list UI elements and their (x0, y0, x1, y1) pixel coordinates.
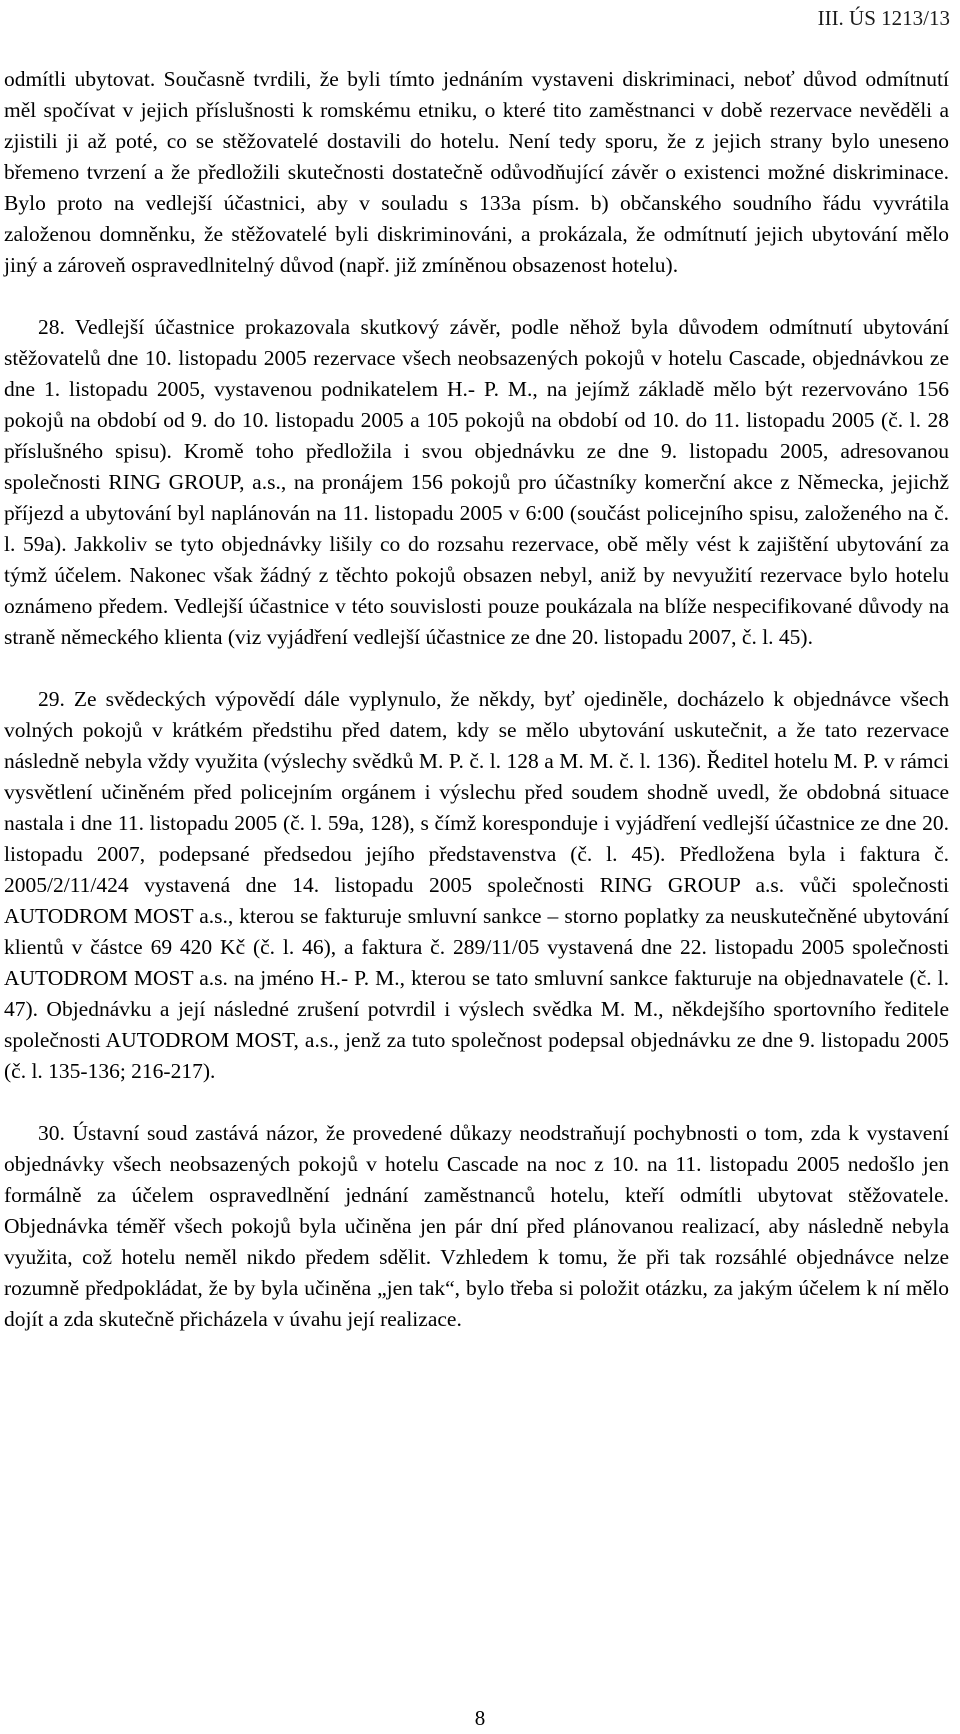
paragraph-text: Vedlejší účastnice prokazovala skutkový závěr, podle něhož byla důvodem odmítnutí ubytování stěžovatelů dne 10. listopadu 2005 rezervace všech neobsazených pokojů v hotelu Cascade, objednávkou ze dne 1. listopadu 2005, vystavenou podnikatelem H.- P. M., na jejímž základě mělo být rezervováno 156 pokojů na období od 9. do 10. listopadu 2005 a 105 pokojů na období od 10. do 11. listopadu 2005 (č. l. 28 příslušného spisu). Kromě toho předložila i svou objednávku ze dne 9. listopadu 2005, adresovanou společnosti RING GROUP, a.s., na pronájem 156 pokojů pro účastníky komerční akce z Německa, jejichž příjezd a ubytování byl naplánován na 11. listopadu 2005 v 6:00 (součást policejního spisu, založeného na č. l. 59a). Jakkoliv se tyto objednávky lišily co do rozsahu rezervace, obě měly vést k zajištění ubytování za týmž účelem. Nakonec však žádný z těchto pokojů obsazen nebyl, aniž by nevyužití rezervace bylo hotelu oznámeno předem. Vedlejší účastnice v této souvislosti pouze poukázala na blíže nespecifikované důvody na straně německého klienta (viz vyjádření vedlejší účastnice ze dne 20. listopadu 2007, č. l. 45). (4, 315, 949, 649)
paragraph-text: odmítli ubytovat. Současně tvrdili, že byli tímto jednáním vystaveni diskriminaci, neboť důvod odmítnutí měl spočívat v jejich příslušnosti k romskému etniku, o které tito zaměstnanci v době rezervace nevěděli a zjistili ji až poté, co se stěžovatelé dostavili do hotelu. Není tedy sporu, že z jejich strany bylo uneseno břemeno tvrzení a že předložili skutečnosti dostatečně odůvodňující závěr o existenci možné diskriminace. Bylo proto na vedlejší účastnici, aby v souladu s 133a písm. b) občanského soudního řádu vyvrátila založenou domněnku, že stěžovatelé byli diskriminováni, a prokázala, že odmítnutí jejich ubytování mělo jiný a zároveň ospravedlnitelný důvod (např. již zmíněnou obsazenost hotelu). (4, 67, 949, 277)
page-number: 8 (474, 1706, 486, 1730)
case-reference: III. ÚS 1213/13 (817, 6, 950, 30)
paragraph-continuation (4, 64, 949, 281)
paragraph-spacer (4, 1087, 949, 1118)
paragraph-spacer (4, 281, 949, 312)
paragraph-number: 29. (38, 687, 65, 711)
paragraph-number: 30. (38, 1121, 65, 1145)
document-body (4, 64, 949, 1335)
paragraph-28 (4, 312, 949, 653)
paragraph-spacer (4, 653, 949, 684)
paragraph-text: Ze svědeckých výpovědí dále vyplynulo, že někdy, byť ojediněle, docházelo k objednávce všech volných pokojů v krátkém předstihu před datem, kdy se mělo ubytování uskutečnit, a že tato rezervace následně nebyla vždy využita (výslechy svědků M. P. č. l. 128 a M. M. č. l. 136). Ředitel hotelu M. P. v rámci vysvětlení učiněném před policejním orgánem i výslechu před soudem shodně uvedl, že obdobná situace nastala i dne 11. listopadu 2005 (č. l. 59a, 128), s čímž koresponduje i vyjádření vedlejší účastnice ze dne 20. listopadu 2007, podepsané předsedou jejího představenstva (č. l. 45). Předložena byla i faktura č. 2005/2/11/424 vystavená dne 14. listopadu 2005 společnosti RING GROUP a.s. vůči společnosti AUTODROM MOST a.s., kterou se fakturuje smluvní sankce – storno poplatky za neuskutečněné ubytování klientů v částce 69 420 Kč (č. l. 46), a faktura č. 289/11/05 vystavená dne 22. listopadu 2005 společnosti AUTODROM MOST a.s. na jméno H.- P. M., kterou se tato smluvní sankce fakturuje na objednavatele (č. l. 47). Objednávku a její následné zrušení potvrdil i výslech svědka M. M., někdejšího sportovního ředitele společnosti AUTODROM MOST, a.s., jenž za tuto společnost podepsal objednávku ze dne 9. listopadu 2005 (č. l. 135-136; 216-217). (4, 687, 949, 1083)
paragraph-30 (4, 1118, 949, 1335)
paragraph-number: 28. (38, 315, 65, 339)
paragraph-text: Ústavní soud zastává názor, že provedené důkazy neodstraňují pochybnosti o tom, zda k vystavení objednávky všech neobsazených pokojů v hotelu Cascade na noc z 10. na 11. listopadu 2005 nedošlo jen formálně za účelem ospravedlnění jednání zaměstnanců hotelu, kteří odmítli ubytovat stěžovatele. Objednávka téměř všech pokojů byla učiněna jen pár dní před plánovanou realizací, aby následně nebyla využita, což hotelu neměl nikdo předem sdělit. Vzhledem k tomu, že při tak rozsáhlé objednávce nelze rozumně předpokládat, že by byla učiněna „jen tak“, bylo třeba si položit otázku, za jakým účelem k ní mělo dojít a zda skutečně přicházela v úvahu její realizace. (4, 1121, 949, 1331)
paragraph-29 (4, 684, 949, 1087)
